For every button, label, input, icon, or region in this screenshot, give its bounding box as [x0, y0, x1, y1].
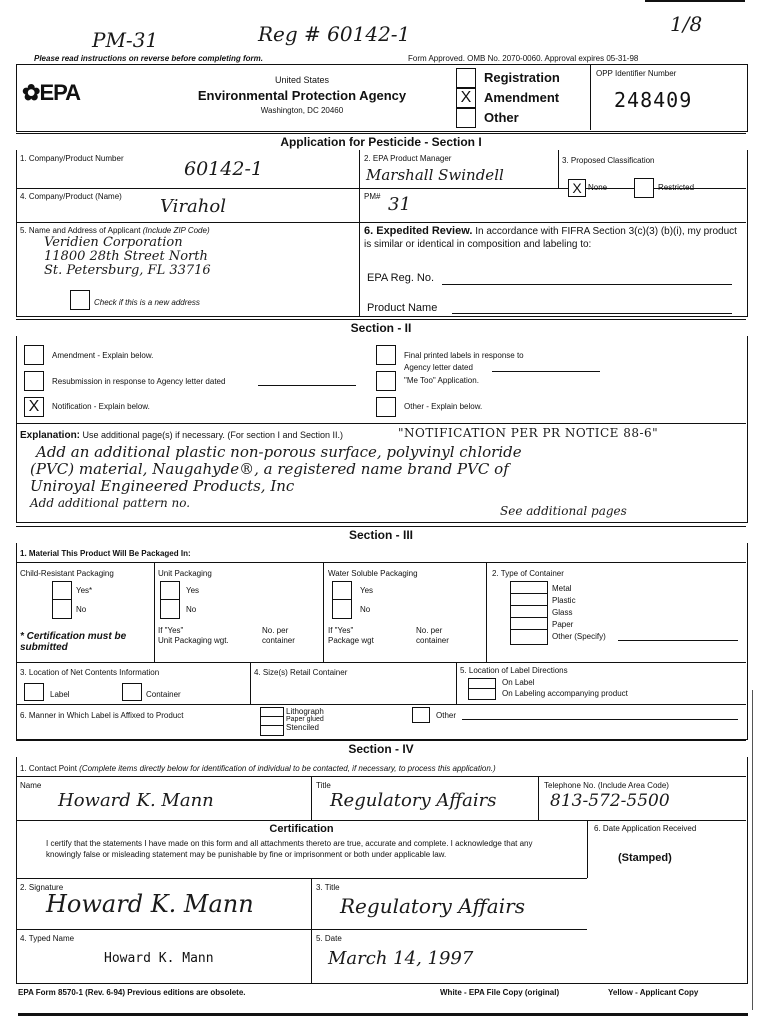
amendment-explain-label: Amendment - Explain below.: [52, 351, 154, 360]
contact-label: 1. Contact Point: [20, 764, 77, 773]
applicant-line: St. Petersburg, FL 33716: [44, 263, 211, 278]
cert-text: I certify that the statements I have made on this form and all attachments thereto are true, accurate and complete. I acknowledge that any knowingly false or misleading statement may be punishable by fine or imprisonment or both under applicable law.: [46, 839, 533, 859]
ct-split1: [510, 593, 547, 594]
classification-restricted-checkbox[interactable]: [634, 178, 654, 198]
container-type-box[interactable]: [510, 581, 548, 645]
section1-title: Application for Pesticide - Section I: [16, 133, 746, 151]
manner-other-line[interactable]: [462, 719, 738, 720]
child-resistant-yesno-box[interactable]: [52, 581, 72, 619]
expedited-text: In accordance with FIFRA Section 3(c)(3) (b)(i), my product is similar or identical in composition and labeling to:: [364, 226, 737, 250]
net-container-label: Container: [146, 690, 181, 699]
label-directions-box[interactable]: [468, 678, 496, 700]
top-rule: [645, 0, 745, 2]
container-other-line[interactable]: [618, 640, 738, 641]
agency-name: Environmental Protection Agency: [197, 88, 407, 103]
water-yes-label: Yes: [360, 586, 374, 595]
registration-label: Registration: [484, 70, 560, 85]
unit-yesno-box[interactable]: [160, 581, 180, 619]
explanation-note: Use additional page(s) if necessary. (For section I and Section II.): [82, 430, 343, 440]
see-additional: See additional pages: [500, 504, 627, 518]
signature-label: 2. Signature: [20, 883, 64, 892]
manner-lithograph: Lithograph: [286, 707, 324, 716]
container-paper: Paper: [552, 620, 574, 629]
footer-yellow: Yellow - Applicant Copy: [608, 988, 699, 997]
opp-value: 248409: [614, 88, 693, 112]
company-number-label: 1. Company/Product Number: [20, 154, 124, 163]
manner-stenciled: Stenciled: [286, 723, 319, 732]
explanation-header[interactable]: "NOTIFICATION PER PR NOTICE 88-6": [398, 426, 659, 440]
title-phone-divider: [538, 776, 539, 820]
classification-none-label: None: [588, 183, 608, 192]
signature-top-line: [16, 878, 587, 879]
label-directions-label: 5. Location of Label Directions: [460, 666, 568, 675]
applicant-address[interactable]: [44, 236, 211, 278]
final-labels-line2: Agency letter dated: [404, 363, 473, 372]
unit-if-yes: If "Yes": [158, 626, 184, 635]
notification-checkbox[interactable]: X: [24, 397, 44, 417]
classification-divider: [558, 150, 559, 188]
container-glass: Glass: [552, 608, 573, 617]
top-note: Please read instructions on reverse before completing form.: [34, 54, 263, 63]
cert-title: Certification: [269, 823, 334, 835]
container-metal: Metal: [552, 584, 572, 593]
water-yesno-split: [332, 599, 351, 600]
applicant-line: 11800 28th Street North: [44, 249, 208, 264]
handwritten-reg: Reg # 60142-1: [258, 22, 411, 46]
opp-divider: [590, 64, 591, 130]
water-package-wgt: Package wgt: [328, 636, 374, 645]
phone-label: Telephone No. (Include Area Code): [544, 781, 669, 790]
net-label-checkbox[interactable]: [24, 683, 44, 701]
unit-packaging-label: Unit Packaging: [158, 569, 212, 578]
resubmission-checkbox[interactable]: [24, 371, 44, 391]
classification-label: 3. Proposed Classification: [562, 156, 655, 165]
resubmission-date-line[interactable]: [258, 385, 356, 386]
contact-point-row: [20, 764, 496, 773]
label-directions-split: [468, 688, 495, 689]
child-no-label: No: [76, 605, 87, 614]
product-manager-label: 2. EPA Product Manager: [364, 154, 452, 163]
typed-top-line: [16, 929, 587, 930]
cert-date-divider: [587, 820, 588, 878]
handwritten-page: 1/8: [670, 12, 703, 36]
date-value[interactable]: March 14, 1997: [328, 948, 474, 969]
final-labels-line1: Final printed labels in response to: [404, 351, 524, 360]
s3-row2-line: [16, 662, 746, 663]
location-net-label: 3. Location of Net Contents Information: [20, 668, 160, 677]
typed-name-value[interactable]: Howard K. Mann: [104, 951, 214, 966]
form-approved: Form Approved. OMB No. 2070-0060. Approval expires 05-31-98: [408, 54, 639, 63]
epa-flower-icon: ✿: [22, 80, 40, 105]
title2-label: 3. Title: [316, 883, 340, 892]
new-address-checkbox[interactable]: [70, 290, 90, 310]
explanation-line: Uniroyal Engineered Products, Inc: [30, 477, 295, 495]
amendment-label: Amendment: [484, 90, 560, 105]
net-container-checkbox[interactable]: [122, 683, 142, 701]
agency-address: Washington, DC 20460: [260, 106, 344, 115]
water-soluble-label: Water Soluble Packaging: [328, 569, 418, 578]
amendment-explain-checkbox[interactable]: [24, 345, 44, 365]
agency-letter-date-line[interactable]: [492, 371, 600, 372]
water-container: container: [416, 636, 449, 645]
stamped-label: (Stamped): [618, 852, 672, 864]
pm-value[interactable]: 31: [388, 194, 411, 215]
title-label: Title: [316, 781, 331, 790]
final-labels-checkbox[interactable]: [376, 345, 396, 365]
s3-row2-div1: [250, 662, 251, 704]
applicant-label: [20, 226, 210, 235]
product-name2-label: Product Name: [367, 302, 438, 314]
opp-label: OPP Identifier Number: [596, 69, 677, 78]
ct-split4: [510, 629, 547, 630]
child-yes-label: Yes*: [76, 586, 93, 595]
s3-div2: [323, 562, 324, 662]
container-plastic: Plastic: [552, 596, 576, 605]
explanation-line: Add an additional plastic non-porous surface, polyvinyl chloride: [36, 443, 522, 461]
sizes-label: 4. Size(s) Retail Container: [254, 668, 348, 677]
manner-split2: [260, 725, 283, 726]
water-no-label: No: [360, 605, 371, 614]
date-label: 5. Date: [316, 934, 342, 943]
handwritten-pm: PM-31: [92, 28, 159, 52]
net-label-label: Label: [50, 690, 70, 699]
product-manager-value[interactable]: Marshall Swindell: [366, 166, 504, 184]
bottom-rule: [18, 1013, 748, 1016]
footer-white: White - EPA File Copy (original): [440, 988, 560, 997]
manner-label: 6. Manner in Which Label is Affixed to Product: [20, 711, 184, 720]
resubmission-label: Resubmission in response to Agency letter dated: [52, 377, 226, 386]
other-explain-checkbox[interactable]: [376, 397, 396, 417]
company-number-value[interactable]: 60142-1: [184, 158, 263, 180]
section4-title: Section - IV: [16, 740, 746, 758]
section2-title: Section - II: [16, 319, 746, 337]
scan-edge: [752, 690, 753, 1010]
ct-split3: [510, 617, 547, 618]
s3-div3: [486, 562, 487, 662]
container-other: Other (Specify): [552, 632, 606, 641]
other-type-label: Other: [484, 110, 519, 125]
phone-value[interactable]: 813-572-5500: [550, 791, 670, 811]
product-name-label: 4. Company/Product (Name): [20, 192, 122, 201]
unit-no-label: No: [186, 605, 197, 614]
manner-other-label: Other: [436, 711, 457, 720]
epa-logo: ✿EPA: [22, 80, 81, 105]
unit-container: container: [262, 636, 295, 645]
date-received-label: 6. Date Application Received: [594, 824, 697, 833]
epa-reg-input-line[interactable]: [442, 284, 732, 285]
explanation-text[interactable]: [32, 444, 522, 512]
explanation-line: (PVC) material, Naugahyde®, a registered name brand PVC of: [30, 460, 509, 478]
typed-name-label: 4. Typed Name: [20, 934, 75, 943]
s3-div1: [154, 562, 155, 662]
unit-wgt: Unit Packaging wgt.: [158, 636, 229, 645]
epa-reg-label: EPA Reg. No.: [367, 272, 435, 284]
me-too-checkbox[interactable]: [376, 371, 396, 391]
footer-form-id: EPA Form 8570-1 (Rev. 6-94) Previous editions are obsolete.: [18, 988, 246, 997]
signature-title-divider: [311, 878, 312, 983]
me-too-label: "Me Too" Application.: [404, 376, 479, 385]
unit-no-per: No. per: [262, 626, 289, 635]
applicant-label-note: (Include ZIP Code): [142, 226, 210, 235]
on-label: On Label: [502, 678, 535, 687]
registration-checkbox[interactable]: [456, 68, 476, 88]
other-explain-label: Other - Explain below.: [404, 402, 483, 411]
cert-must: * Certification must be submitted: [20, 631, 127, 653]
classification-none-checkbox[interactable]: X: [568, 179, 586, 197]
expedited-review: [364, 225, 740, 251]
manner-split1: [260, 716, 283, 717]
expedited-title: 6. Expedited Review.: [364, 225, 473, 237]
name-label: Name: [20, 781, 42, 790]
pm-label: PM#: [364, 192, 381, 201]
explanation-line: Add additional pattern no.: [30, 496, 191, 510]
s3-row3-line: [16, 704, 746, 705]
agency-line1: United States: [274, 75, 330, 85]
amendment-checkbox[interactable]: X: [456, 88, 476, 108]
section1-mid-divider: [359, 150, 360, 316]
product-name-value[interactable]: Virahol: [160, 196, 226, 217]
new-address-label: Check if this is a new address: [94, 298, 200, 307]
manner-paper-glued: Paper glued: [286, 716, 324, 723]
section3-title: Section - III: [16, 526, 746, 544]
unit-yesno-split: [160, 599, 179, 600]
other-type-checkbox[interactable]: [456, 108, 476, 128]
water-no-per: No. per: [416, 626, 443, 635]
title2-value[interactable]: Regulatory Affairs: [340, 894, 525, 918]
name-title-divider: [311, 776, 312, 820]
notification-label: Notification - Explain below.: [52, 402, 150, 411]
material-line: [16, 562, 746, 563]
ct-split2: [510, 605, 547, 606]
product-name2-input-line[interactable]: [452, 313, 732, 314]
manner-other-checkbox[interactable]: [412, 707, 430, 723]
water-if-yes: If "Yes": [328, 626, 354, 635]
material-label: 1. Material This Product Will Be Packaged In:: [20, 549, 191, 558]
unit-yes-label: Yes: [186, 586, 200, 595]
applicant-line: Veridien Corporation: [44, 235, 183, 250]
name-value[interactable]: Howard K. Mann: [58, 790, 214, 811]
classification-restricted-label: Restricted: [658, 183, 695, 192]
child-yesno-split: [52, 599, 71, 600]
container-type-label: 2. Type of Container: [492, 569, 564, 578]
cert-top-line: [16, 820, 746, 821]
on-labeling: On Labeling accompanying product: [502, 689, 628, 698]
explanation-label-row: [20, 430, 343, 441]
s3-row2-div2: [456, 662, 457, 704]
water-yesno-box[interactable]: [332, 581, 352, 619]
contact-note: (Complete items directly below for identification of individual to be contacted, if necessary, to process this application.): [79, 764, 496, 773]
child-resistant-label: Child-Resistant Packaging: [20, 569, 114, 578]
explanation-top-line: [16, 423, 746, 424]
applicant-label-text: 5. Name and Address of Applicant: [20, 226, 141, 235]
section1-row2-line: [16, 222, 746, 223]
title-value[interactable]: Regulatory Affairs: [330, 790, 497, 811]
contact-line: [16, 776, 746, 777]
explanation-label: Explanation:: [20, 430, 81, 441]
manner-box[interactable]: [260, 707, 284, 736]
signature-value[interactable]: Howard K. Mann: [46, 890, 254, 918]
